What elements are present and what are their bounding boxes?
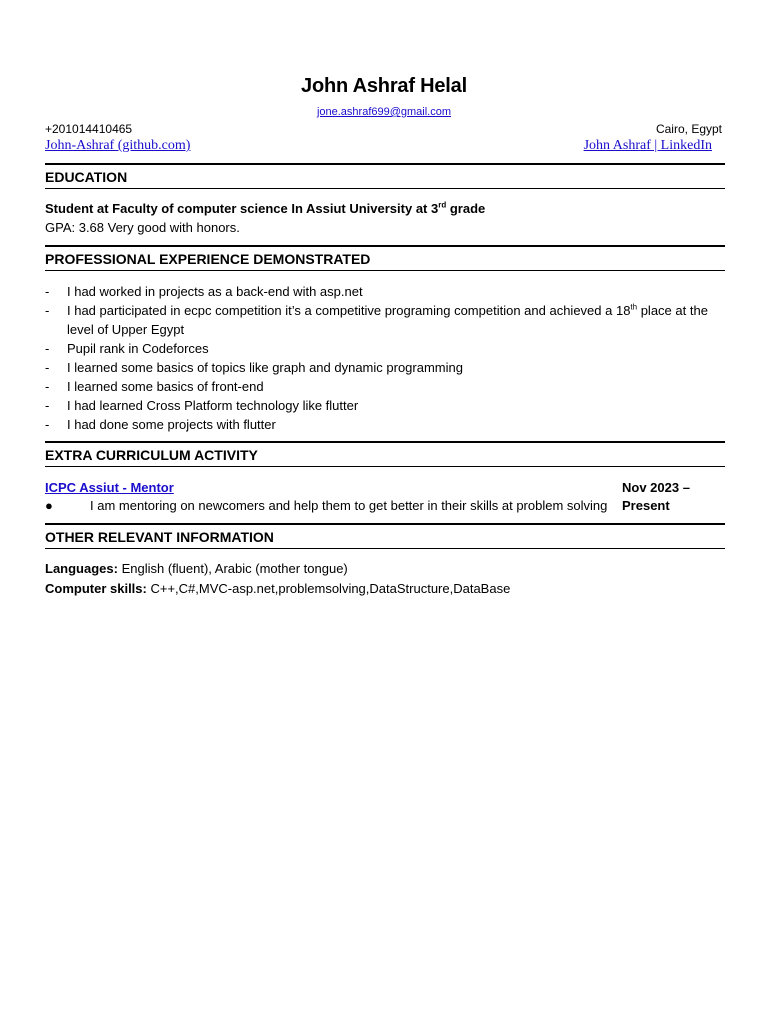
github-link[interactable]: John-Ashraf (github.com) [45,138,191,153]
list-item [45,415,725,434]
list-item [45,396,725,415]
degree-text: Student at Faculty of computer science In Assiut University at 3 [45,201,439,216]
bullet-marker: ● [45,498,53,513]
list-item-text: I had learned Cross Platform technology like flutter [67,398,359,413]
dash-marker: - [45,379,50,394]
list-item [45,301,725,339]
degree-superscript: rd [438,200,447,210]
languages-label: Languages: [45,561,118,576]
list-item-suffix: place at the level of Upper Egypt [67,303,708,337]
skills-value: C++,C#,MVC-asp.net,problemsolving,DataStructure,DataBase [146,581,511,596]
linkedin-link[interactable]: John Ashraf | LinkedIn [583,138,712,153]
list-item-text: I had done some projects with flutter [67,417,276,432]
education-gpa: GPA: 3.68 Very good with honors. [45,220,240,235]
list-item [45,377,725,396]
list-item-text: I learned some basics of topics like graph and dynamic programming [67,360,463,375]
dash-marker: - [45,284,50,299]
skills-label: Computer skills: [45,581,147,596]
dash-marker: - [45,360,50,375]
list-item-text: I had participated in ecpc competition it’s a competitive programing competition and achieved a 18 [67,303,631,318]
list-item-text: I had worked in projects as a back-end with asp.net [67,284,363,299]
icpc-mentor-link[interactable]: ICPC Assiut - Mentor [45,480,174,495]
list-item [45,339,725,358]
phone-number: +201014410465 [45,122,133,136]
section-experience-title: PROFESSIONAL EXPERIENCE DEMONSTRATED [45,245,725,271]
degree-suffix: grade [446,201,486,216]
list-item-text: Pupil rank in Codeforces [67,341,209,356]
activity-description: I am mentoring on newcomers and help them to get better in their skills at problem solving [90,498,608,513]
dash-marker: - [45,417,50,432]
dash-marker: - [45,303,50,318]
contact-row-2 [45,138,722,154]
section-education-title: EDUCATION [45,163,725,189]
email-link[interactable]: jone.ashraf699@gmail.com [316,106,452,118]
skills-row [45,580,725,598]
experience-list [45,282,725,434]
languages-value: English (fluent), Arabic (mother tongue) [117,561,348,576]
activity-dates: Nov 2023 – Present [622,480,690,513]
languages-row [45,560,725,578]
list-item [45,282,725,301]
ordinal-superscript: th [630,302,638,312]
dash-marker: - [45,398,50,413]
contact-row-1 [45,122,722,136]
candidate-name: John Ashraf Helal [301,75,467,97]
section-activity-title: EXTRA CURRICULUM ACTIVITY [45,441,725,467]
section-other-title: OTHER RELEVANT INFORMATION [45,523,725,549]
list-item-text: I learned some basics of front-end [67,379,264,394]
education-degree [45,200,725,218]
location: Cairo, Egypt [655,122,722,136]
dash-marker: - [45,341,50,356]
list-item [45,358,725,377]
